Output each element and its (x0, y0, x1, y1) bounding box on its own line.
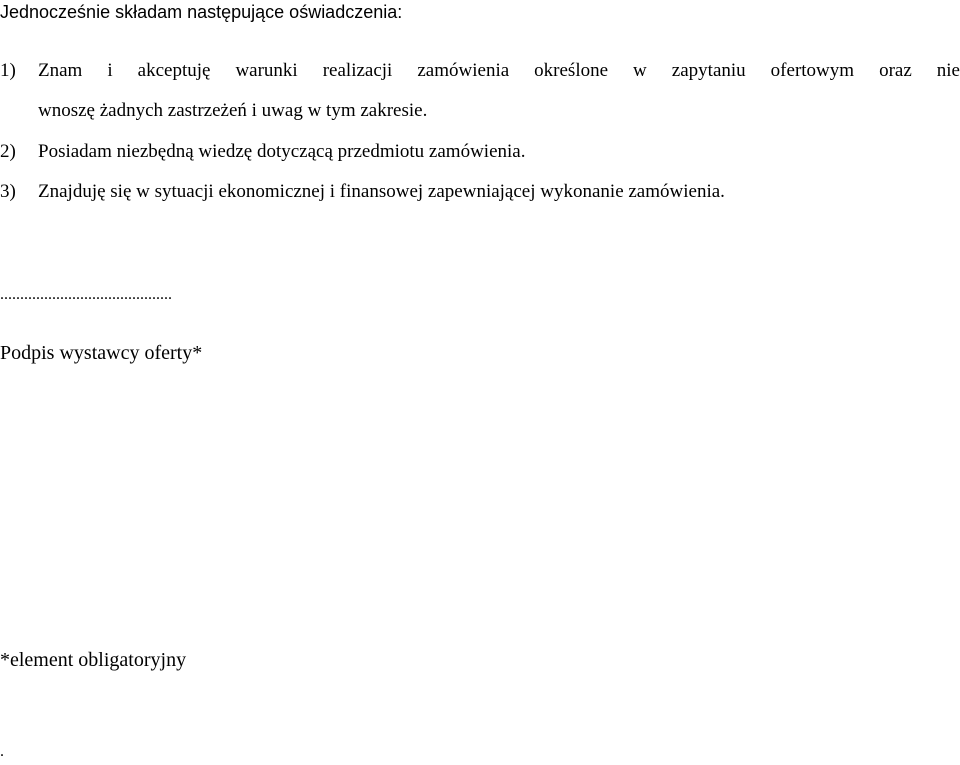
footnote: *element obligatoryjny (0, 649, 187, 671)
intro-statement: Jednocześnie składam następujące oświadczenia: (0, 2, 403, 22)
item-text: Znajduję się w sytuacji ekonomicznej i finansowej zapewniającej wykonanie zamówienia. (38, 181, 725, 202)
item-text: Posiadam niezbędną wiedzę dotyczącą przedmiotu zamówienia. (38, 141, 526, 162)
signature-dotted-line: ........................................... (0, 286, 172, 303)
end-mark: . (0, 743, 4, 760)
item-number: 1) (0, 60, 16, 81)
signature-label: Podpis wystawcy oferty* (0, 342, 203, 364)
item-number: 3) (0, 181, 16, 202)
declaration-item-1-continuation: wnoszę żadnych zastrzeżeń i uwag w tym zakresie. (38, 100, 428, 121)
item-number: 2) (0, 141, 16, 162)
item-text: Znam i akceptuję warunki realizacji zamówienia określone w zapytaniu ofertowym oraz nie (38, 60, 960, 81)
